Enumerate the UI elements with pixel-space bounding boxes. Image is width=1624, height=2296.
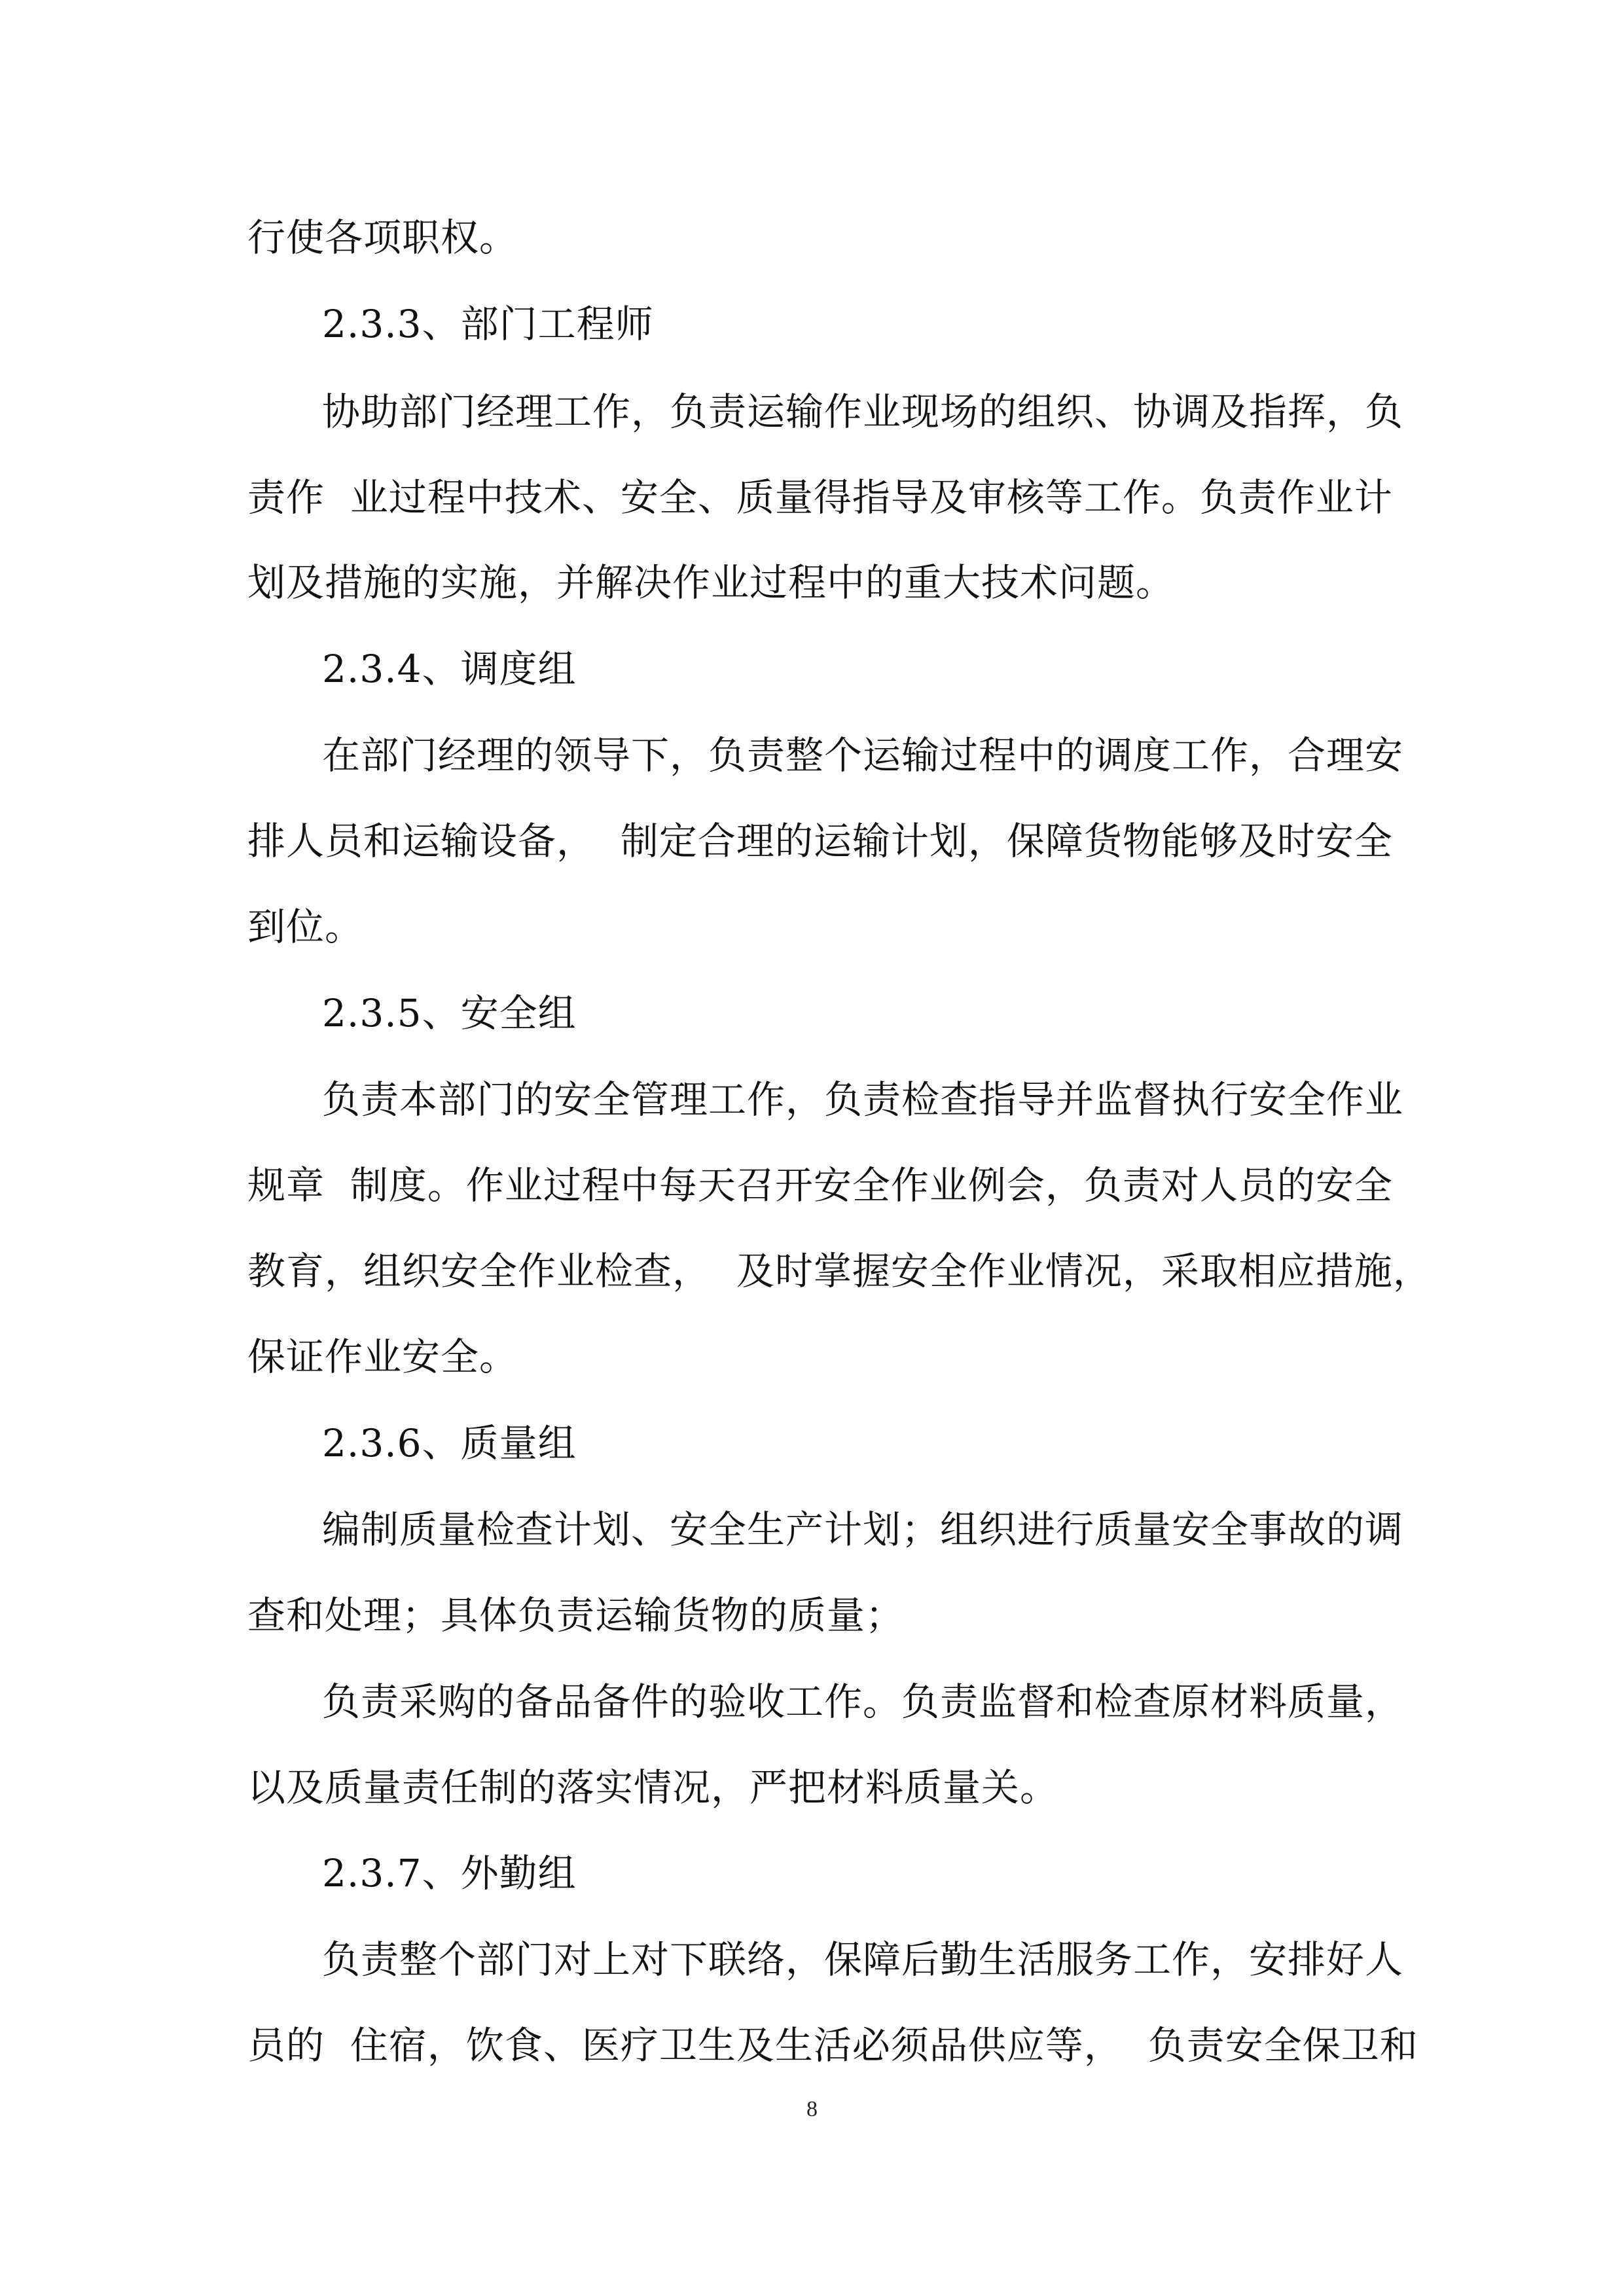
text-line: 以及质量责任制的落实情况，严把材料质量关。 bbox=[247, 1765, 1059, 1810]
text-line: 行使各项职权。 bbox=[247, 215, 518, 260]
text-line: 负责本部门的安全管理工作，负责检查指导并监督执行安全作业 bbox=[322, 1077, 1404, 1122]
text-line: 协助部门经理工作，负责运输作业现场的组织、协调及指挥，负 bbox=[322, 389, 1404, 434]
section-heading: 2.3.7、外勤组 bbox=[322, 1851, 577, 1895]
section-heading: 2.3.4、调度组 bbox=[322, 647, 577, 691]
section-heading: 2.3.6、质量组 bbox=[322, 1421, 577, 1465]
text-line: 查和处理；具体负责运输货物的质量； bbox=[247, 1593, 905, 1638]
page-number: 8 bbox=[806, 2097, 818, 2121]
section-heading: 2.3.3、部门工程师 bbox=[322, 302, 654, 346]
text-line: 划及措施的实施，并解决作业过程中的重大技术问题。 bbox=[247, 560, 1175, 605]
text-line: 到位。 bbox=[247, 905, 364, 949]
section-heading: 2.3.5、安全组 bbox=[322, 991, 577, 1035]
text-line: 排人员和运输设备， 制定合理的运输计划，保障货物能够及时安全 bbox=[247, 819, 1393, 863]
text-line: 在部门经理的领导下，负责整个运输过程中的调度工作，合理安 bbox=[322, 733, 1404, 778]
text-line: 编制质量检查计划、安全生产计划；组织进行质量安全事故的调 bbox=[322, 1507, 1404, 1552]
text-line: 责作 业过程中技术、安全、质量得指导及审核等工作。负责作业计 bbox=[247, 475, 1393, 520]
text-line: 员的 住宿，饮食、医疗卫生及生活必须品供应等， 负责安全保卫和 bbox=[247, 2023, 1418, 2068]
text-line: 保证作业安全。 bbox=[247, 1335, 518, 1379]
text-line: 负责整个部门对上对下联络，保障后勤生活服务工作，安排好人 bbox=[322, 1937, 1404, 1982]
text-line: 规章 制度。作业过程中每天召开安全作业例会，负责对人员的安全 bbox=[247, 1163, 1393, 1208]
text-line: 负责采购的备品备件的验收工作。负责监督和检查原材料质量， bbox=[322, 1679, 1404, 1724]
text-line: 教育，组织安全作业检查， 及时掌握安全作业情况，采取相应措施， bbox=[247, 1249, 1432, 1293]
